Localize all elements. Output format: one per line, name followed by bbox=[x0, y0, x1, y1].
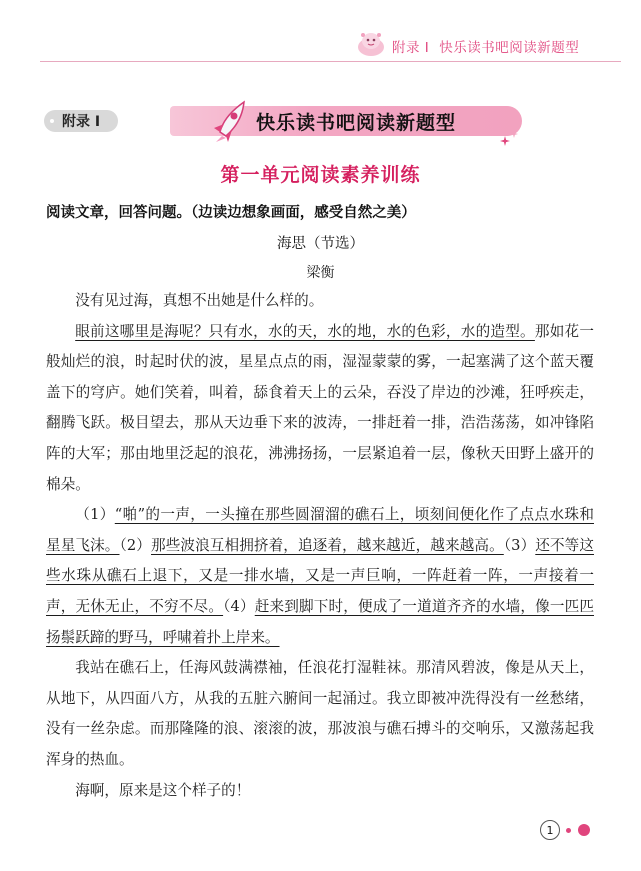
underlined-sentence: “啪”的一声，一头撞在那些圆溜溜的礁石上，顷刻间便化作了点点水珠和星星飞沫。 bbox=[46, 506, 594, 554]
running-header-appendix: 附录 I bbox=[392, 40, 430, 56]
paragraph: 我站在礁石上，任海风鼓满襟袖，任浪花打湿鞋袜。那清风碧波，像是从天上，从地下，从四面八方，从我的五脏六腑间一起涌过。我立即被冲洗得没有一丝愁绪，没有一丝杂虑。而那隆隆的浪、滚滚的波，那波浪与礁石搏斗的交响乐，又激荡起我浑身的热血。 bbox=[46, 659, 594, 768]
paragraph bbox=[46, 500, 594, 653]
running-header bbox=[0, 28, 641, 64]
article-author: 梁衡 bbox=[306, 265, 335, 281]
sparkle-icon bbox=[510, 130, 518, 138]
footer-dot-icon bbox=[566, 828, 571, 833]
paragraph: 没有见过海，真想不出她是什么样的。 bbox=[75, 292, 324, 309]
page-number: 1 bbox=[540, 820, 560, 840]
rocket-icon bbox=[212, 98, 252, 142]
cartoon-mascot-icon bbox=[356, 30, 386, 58]
sentence-number: （3） bbox=[503, 536, 536, 554]
underlined-sentence: 眼前这哪里是海呢？只有水，水的天，水的地，水的色彩，水的造型。 bbox=[75, 322, 535, 340]
paragraph-text: 那如花一般灿烂的浪，时起时伏的波，星星点点的雨，湿湿蒙蒙的雾，一起塞满了这个蓝天覆盖下的穹庐。她们笑着，叫着，舔食着天上的云朵，吞没了岸边的沙滩，狂呼疾走，翻腾飞跃。极目望去，那从天边垂下来的波涛，一排赶着一排，浩浩荡荡，如冲锋陷阵的大军；那由地里泛起的浪花，沸沸扬扬，一层紧追着一层，像秋天田野上盛开的棉朵。 bbox=[46, 322, 594, 493]
appendix-tag-label: 附录 I bbox=[61, 114, 101, 130]
footer-dot-icon bbox=[578, 824, 590, 836]
instruction: 阅读文章，回答问题。（边读边想象画面，感受自然之美） bbox=[46, 205, 416, 221]
paragraph bbox=[46, 317, 594, 501]
running-header-section: 快乐读书吧阅读新题型 bbox=[439, 40, 580, 56]
article-body bbox=[46, 286, 594, 806]
appendix-tag bbox=[44, 110, 118, 132]
underlined-sentence: 那些波浪互相拥挤着，追逐着，越来越近，越来越高。 bbox=[151, 536, 504, 554]
underlined-sentence: 还不等这些水珠从礁石上退下，又是一排水墙，又是一声巨响，一阵赶着一阵，一声接着一声，无休无止，不穷不尽。 bbox=[46, 536, 594, 615]
sentence-number: （1） bbox=[75, 506, 115, 524]
underlined-sentence: 赶来到脚下时，便成了一道道齐齐的水墙，像一匹匹扬鬃跃蹄的野马，呼啸着扑上岸来。 bbox=[46, 597, 594, 646]
header-divider bbox=[40, 61, 621, 62]
sparkle-icon bbox=[500, 136, 510, 146]
appendix-banner bbox=[44, 98, 564, 148]
paragraph: 海啊，原来是这个样子的！ bbox=[75, 781, 251, 799]
running-header-title bbox=[392, 36, 579, 56]
tag-dot-icon bbox=[50, 119, 54, 123]
sentence-number: （2） bbox=[119, 536, 151, 554]
sentence-number: （4） bbox=[223, 597, 255, 615]
banner-title: 快乐读书吧阅读新题型 bbox=[256, 112, 457, 134]
article-title: 海思（节选） bbox=[277, 236, 364, 252]
unit-title: 第一单元阅读素养训练 bbox=[220, 164, 421, 186]
